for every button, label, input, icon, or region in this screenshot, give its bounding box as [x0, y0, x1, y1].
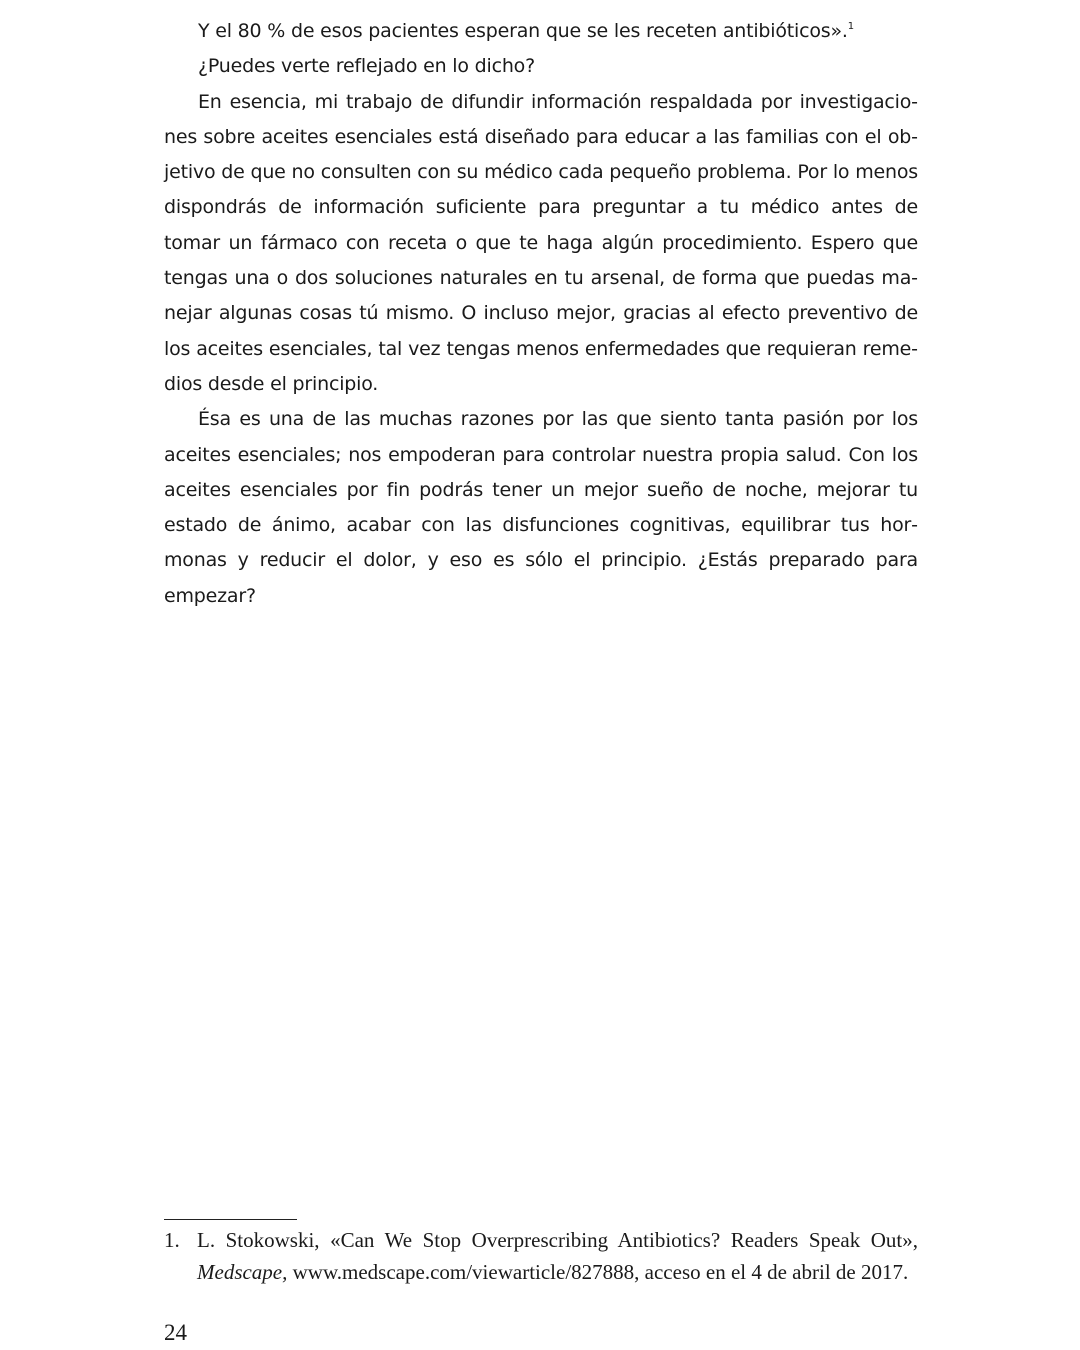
footnote-number: 1. — [164, 1228, 180, 1252]
body-text — [164, 14, 918, 614]
footnote-citation: L. Stokowski, «Can We Stop Overprescribing Antibiotics? Readers Speak Out», — [197, 1228, 918, 1252]
footnote — [164, 1224, 918, 1288]
page-number: 24 — [164, 1320, 187, 1345]
paragraph-3: En esencia, mi trabajo de difundir información respaldada por investigaciones sobre aceites esenciales está diseñado para educar a las familias con el objetivo de que no consulten con su médico cada pequeño problema. Por lo menos dispondrás de información suficiente para preguntar a tu médico antes de tomar un fármaco con receta o que te haga algún procedimiento. Espero que tengas una o dos soluciones naturales en tu arsenal, de forma que puedas manejar algunas cosas tú mismo. O incluso mejor, gracias al efecto preventivo de los aceites esenciales, tal vez tengas menos enfermedades que requieran remedios desde el principio. — [164, 90, 918, 395]
footnote-url-and-date: www.medscape.com/viewarticle/827888, acceso en el 4 de abril de 2017. — [287, 1260, 909, 1284]
footnote-text — [197, 1224, 918, 1288]
footnote-source: Medscape, — [197, 1260, 288, 1284]
paragraph-2: ¿Puedes verte reflejado en lo dicho? — [198, 55, 535, 78]
footnote-divider — [164, 1219, 297, 1220]
footnote-reference[interactable]: 1 — [847, 21, 854, 32]
paragraph-1-text: Y el 80 % de esos pacientes esperan que se les receten antibióticos». — [198, 20, 848, 42]
paragraph-1 — [164, 14, 918, 49]
paragraph-4: Ésa es una de las muchas razones por las que siento tanta pasión por los aceites esenciales; nos empoderan para controlar nuestra propia salud. Con los aceites esenciales por fin podrás tener un mejor sueño de noche, mejorar tu estado de ánimo, acabar con las disfunciones cognitivas, equilibrar tus hormonas y reducir el dolor, y eso es sólo el principio. ¿Estás preparado para empezar? — [164, 408, 918, 607]
